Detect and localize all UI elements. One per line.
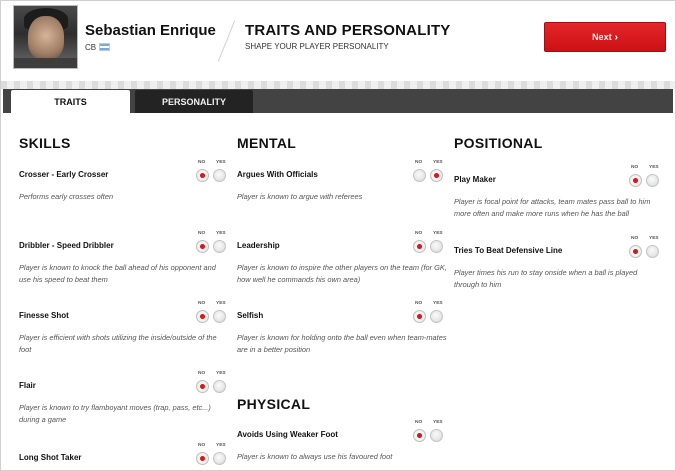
yes-radio[interactable] xyxy=(213,310,226,323)
no-label: NO xyxy=(415,160,423,165)
trait-description: Player times his run to stay onside when a ball is played through to him xyxy=(454,268,638,289)
trait-description: Player is known to argue with referees xyxy=(237,192,363,201)
skills-heading: SKILLS xyxy=(19,135,71,151)
traits-content xyxy=(1,113,675,471)
tab-personality[interactable]: PERSONALITY xyxy=(135,90,253,113)
yes-label: YES xyxy=(216,160,226,165)
no-radio[interactable] xyxy=(413,429,426,442)
trait-name: Flair xyxy=(19,381,36,390)
no-radio[interactable] xyxy=(629,245,642,258)
yes-label: YES xyxy=(433,231,443,236)
trait-name: Play Maker xyxy=(454,175,496,184)
no-label: NO xyxy=(415,420,423,425)
yes-radio[interactable] xyxy=(430,310,443,323)
yes-label: YES xyxy=(216,443,226,448)
next-button-label: Next xyxy=(592,32,612,42)
yes-radio[interactable] xyxy=(213,380,226,393)
no-radio[interactable] xyxy=(196,310,209,323)
yes-radio[interactable] xyxy=(646,174,659,187)
yes-label: YES xyxy=(433,420,443,425)
no-radio[interactable] xyxy=(413,310,426,323)
trait-name: Selfish xyxy=(237,311,264,320)
trait-name: Long Shot Taker xyxy=(19,453,82,462)
header-divider xyxy=(218,20,235,61)
trait-description: Player is focal point for attacks, team mates pass ball to him more often and make more runs when he has the ball xyxy=(454,197,651,218)
yes-radio[interactable] xyxy=(646,245,659,258)
trait-name: Finesse Shot xyxy=(19,311,69,320)
yes-radio[interactable] xyxy=(430,169,443,182)
no-label: NO xyxy=(631,165,639,170)
yes-label: YES xyxy=(649,165,659,170)
no-radio[interactable] xyxy=(196,169,209,182)
trait-name: Argues With Officials xyxy=(237,170,318,179)
yes-label: YES xyxy=(433,301,443,306)
no-radio[interactable] xyxy=(196,452,209,465)
trait-description: Player is known to knock the ball ahead of his opponent and use his speed to beat them xyxy=(19,263,216,284)
no-label: NO xyxy=(415,231,423,236)
trait-description: Player is known to try flamboyant moves (trap, pass, etc...) during a game xyxy=(19,403,211,424)
yes-label: YES xyxy=(433,160,443,165)
no-radio[interactable] xyxy=(413,169,426,182)
header xyxy=(1,1,675,81)
trait-name: Avoids Using Weaker Foot xyxy=(237,430,338,439)
nationality-flag-icon xyxy=(99,43,110,51)
no-label: NO xyxy=(198,301,206,306)
page-subtitle: SHAPE YOUR PLAYER PERSONALITY xyxy=(245,42,389,51)
positional-heading: POSITIONAL xyxy=(454,135,543,151)
yes-radio[interactable] xyxy=(430,240,443,253)
header-stripe xyxy=(1,81,675,89)
no-radio[interactable] xyxy=(196,240,209,253)
yes-label: YES xyxy=(216,231,226,236)
mental-heading: MENTAL xyxy=(237,135,297,151)
trait-name: Crosser - Early Crosser xyxy=(19,170,109,179)
trait-description: Player is efficient with shots utilizing the inside/outside of the foot xyxy=(19,333,217,354)
yes-radio[interactable] xyxy=(430,429,443,442)
trait-description: Player is known to always use his favoured foot xyxy=(237,452,393,461)
no-label: NO xyxy=(198,231,206,236)
no-label: NO xyxy=(198,160,206,165)
next-button[interactable] xyxy=(544,22,666,52)
trait-name: Tries To Beat Defensive Line xyxy=(454,246,563,255)
page-title: TRAITS AND PERSONALITY xyxy=(245,22,451,39)
chevron-right-icon: › xyxy=(614,31,618,43)
trait-name: Dribbler - Speed Dribbler xyxy=(19,241,114,250)
yes-radio[interactable] xyxy=(213,240,226,253)
tab-traits[interactable]: TRAITS xyxy=(11,90,130,113)
trait-description: Player is known to inspire the other players on the team (for GK, how well he commands his own area) xyxy=(237,263,447,284)
player-name: Sebastian Enrique xyxy=(85,22,216,39)
player-avatar xyxy=(13,5,78,69)
trait-description: Performs early crosses often xyxy=(19,192,114,201)
yes-radio[interactable] xyxy=(213,169,226,182)
no-label: NO xyxy=(198,443,206,448)
yes-label: YES xyxy=(216,301,226,306)
no-label: NO xyxy=(631,236,639,241)
trait-description: Player is known for holding onto the ball even when team-mates are in a better position xyxy=(237,333,447,354)
no-radio[interactable] xyxy=(629,174,642,187)
no-radio[interactable] xyxy=(413,240,426,253)
no-radio[interactable] xyxy=(196,380,209,393)
no-label: NO xyxy=(415,301,423,306)
trait-name: Leadership xyxy=(237,241,280,250)
yes-radio[interactable] xyxy=(213,452,226,465)
physical-heading: PHYSICAL xyxy=(237,396,311,412)
player-position: CB xyxy=(85,43,97,52)
tab-bar xyxy=(3,89,673,113)
yes-label: YES xyxy=(649,236,659,241)
yes-label: YES xyxy=(216,371,226,376)
no-label: NO xyxy=(198,371,206,376)
